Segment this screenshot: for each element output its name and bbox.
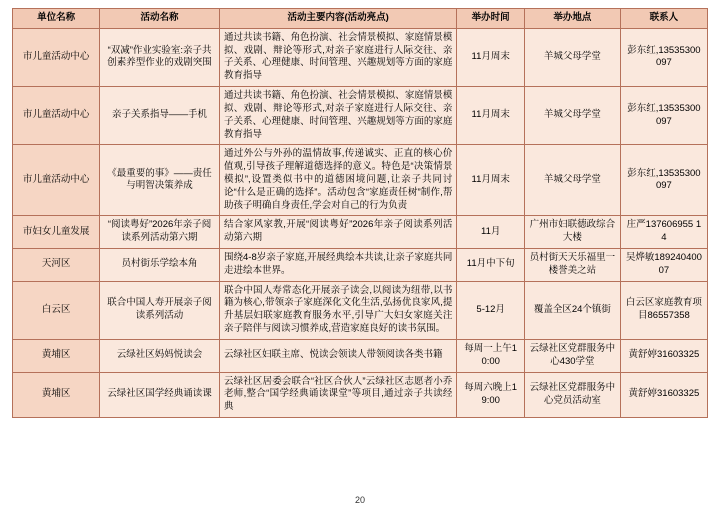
column-header-place: 举办地点 [524, 9, 620, 29]
cell-activity-name: 云绿社区妈妈悦读会 [100, 339, 220, 372]
cell-contact: 庄严137606955 14 [620, 216, 707, 249]
table-row [13, 145, 708, 216]
cell-place: 员村街天天乐福里一楼誉美之站 [524, 249, 620, 282]
cell-contact: 黄舒婷31603325 [620, 372, 707, 417]
cell-unit: 市儿童活动中心 [13, 28, 100, 86]
cell-unit: 市儿童活动中心 [13, 145, 100, 216]
cell-activity-name: “双减”作业实验室:亲子共创素养型作业的戏剧突围 [100, 28, 220, 86]
cell-time: 每周一上午10:00 [457, 339, 525, 372]
cell-place: 广州市妇联德政综合大楼 [524, 216, 620, 249]
column-header-contact: 联系人 [620, 9, 707, 29]
table-row [13, 339, 708, 372]
table-row [13, 216, 708, 249]
column-header-activity-content: 活动主要内容(活动亮点) [219, 9, 456, 29]
table-row [13, 372, 708, 417]
column-header-unit: 单位名称 [13, 9, 100, 29]
cell-contact: 白云区家庭教育项目86557358 [620, 281, 707, 339]
cell-place: 羊城父母学堂 [524, 28, 620, 86]
column-header-activity-name: 活动名称 [100, 9, 220, 29]
cell-place: 云绿社区党群服务中心430学堂 [524, 339, 620, 372]
cell-activity-content: 通过共读书籍、角色扮演、社会情景模拟、家庭情景模拟、戏剧、辩论等形式,对亲子家庭进行人际交往、亲子关系、心理健康、时间管理、兴趣规划等方面的家庭教育指导 [219, 87, 456, 145]
cell-time: 11月周末 [457, 145, 525, 216]
table-row [13, 28, 708, 86]
table-row [13, 87, 708, 145]
cell-activity-name: “阅读粤好”2026年亲子阅读系列活动第六期 [100, 216, 220, 249]
cell-unit: 黄埔区 [13, 339, 100, 372]
cell-time: 11月 [457, 216, 525, 249]
cell-unit: 天河区 [13, 249, 100, 282]
cell-activity-content: 结合家风家教,开展“阅读粤好”2026年亲子阅读系列活动第六期 [219, 216, 456, 249]
cell-unit: 市妇女儿童发展 [13, 216, 100, 249]
cell-activity-name: 员村街乐学绘本角 [100, 249, 220, 282]
cell-place: 云绿社区党群服务中心党员活动室 [524, 372, 620, 417]
cell-time: 11月周末 [457, 87, 525, 145]
cell-unit: 白云区 [13, 281, 100, 339]
cell-place: 覆盖全区24个镇街 [524, 281, 620, 339]
cell-contact: 彭东红,13535300097 [620, 145, 707, 216]
cell-activity-name: 《最重要的事》——责任与明智决策养成 [100, 145, 220, 216]
cell-place: 羊城父母学堂 [524, 87, 620, 145]
cell-activity-name: 联合中国人寿开展亲子阅读系列活动 [100, 281, 220, 339]
table-row [13, 249, 708, 282]
activity-table [12, 8, 708, 418]
cell-activity-content: 云绿社区妇联主席、悦读会领读人带领阅读各类书籍 [219, 339, 456, 372]
table-header [13, 9, 708, 29]
cell-activity-content: 围绕4-8岁亲子家庭,开展经典绘本共读,让亲子家庭共同走进绘本世界。 [219, 249, 456, 282]
cell-place: 羊城父母学堂 [524, 145, 620, 216]
cell-time: 每周六晚上19:00 [457, 372, 525, 417]
cell-time: 11月中下旬 [457, 249, 525, 282]
cell-unit: 黄埔区 [13, 372, 100, 417]
cell-time: 5-12月 [457, 281, 525, 339]
cell-contact: 彭东红,13535300097 [620, 28, 707, 86]
cell-time: 11月周末 [457, 28, 525, 86]
table-header-row [13, 9, 708, 29]
table-body [13, 28, 708, 417]
cell-unit: 市儿童活动中心 [13, 87, 100, 145]
cell-activity-content: 云绿社区居委会联合“社区合伙人”云绿社区志愿者小乔老师,整合“国学经典诵读课堂”等项目,通过亲子共读经典 [219, 372, 456, 417]
cell-contact: 彭东红,13535300097 [620, 87, 707, 145]
cell-activity-content: 通过共读书籍、角色扮演、社会情景模拟、家庭情景模拟、戏剧、辩论等形式,对亲子家庭进行人际交往、亲子关系、心理健康、时间管理、兴趣规划等方面的家庭教育指导 [219, 28, 456, 86]
page-number: 20 [354, 495, 365, 505]
table-row [13, 281, 708, 339]
cell-activity-content: 通过外公与外孙的温情故事,传递诚实、正直的核心价值观,引导孩子理解道德选择的意义。特色是“决策情景模拟”,设置类似书中的道德困境问题,让亲子共同讨论“什么是正确的选择”。活动包含“家庭责任树”制作,帮助孩子明确自身责任,学会对自己的行为负责 [219, 145, 456, 216]
cell-contact: 黄舒婷31603325 [620, 339, 707, 372]
cell-activity-name: 云绿社区国学经典诵读课 [100, 372, 220, 417]
cell-contact: 吴烨敏189240400 07 [620, 249, 707, 282]
cell-activity-content: 联合中国人寿常态化开展亲子读会,以阅读为纽带,以书籍为核心,带领亲子家庭深化文化生活,弘扬优良家风,提升基层妇联家庭教育服务水平,引导广大妇女家庭关注亲子陪伴与阅读习惯养成,营造家庭良好的读书氛围。 [219, 281, 456, 339]
cell-activity-name: 亲子关系指导——手机 [100, 87, 220, 145]
column-header-time: 举办时间 [457, 9, 525, 29]
